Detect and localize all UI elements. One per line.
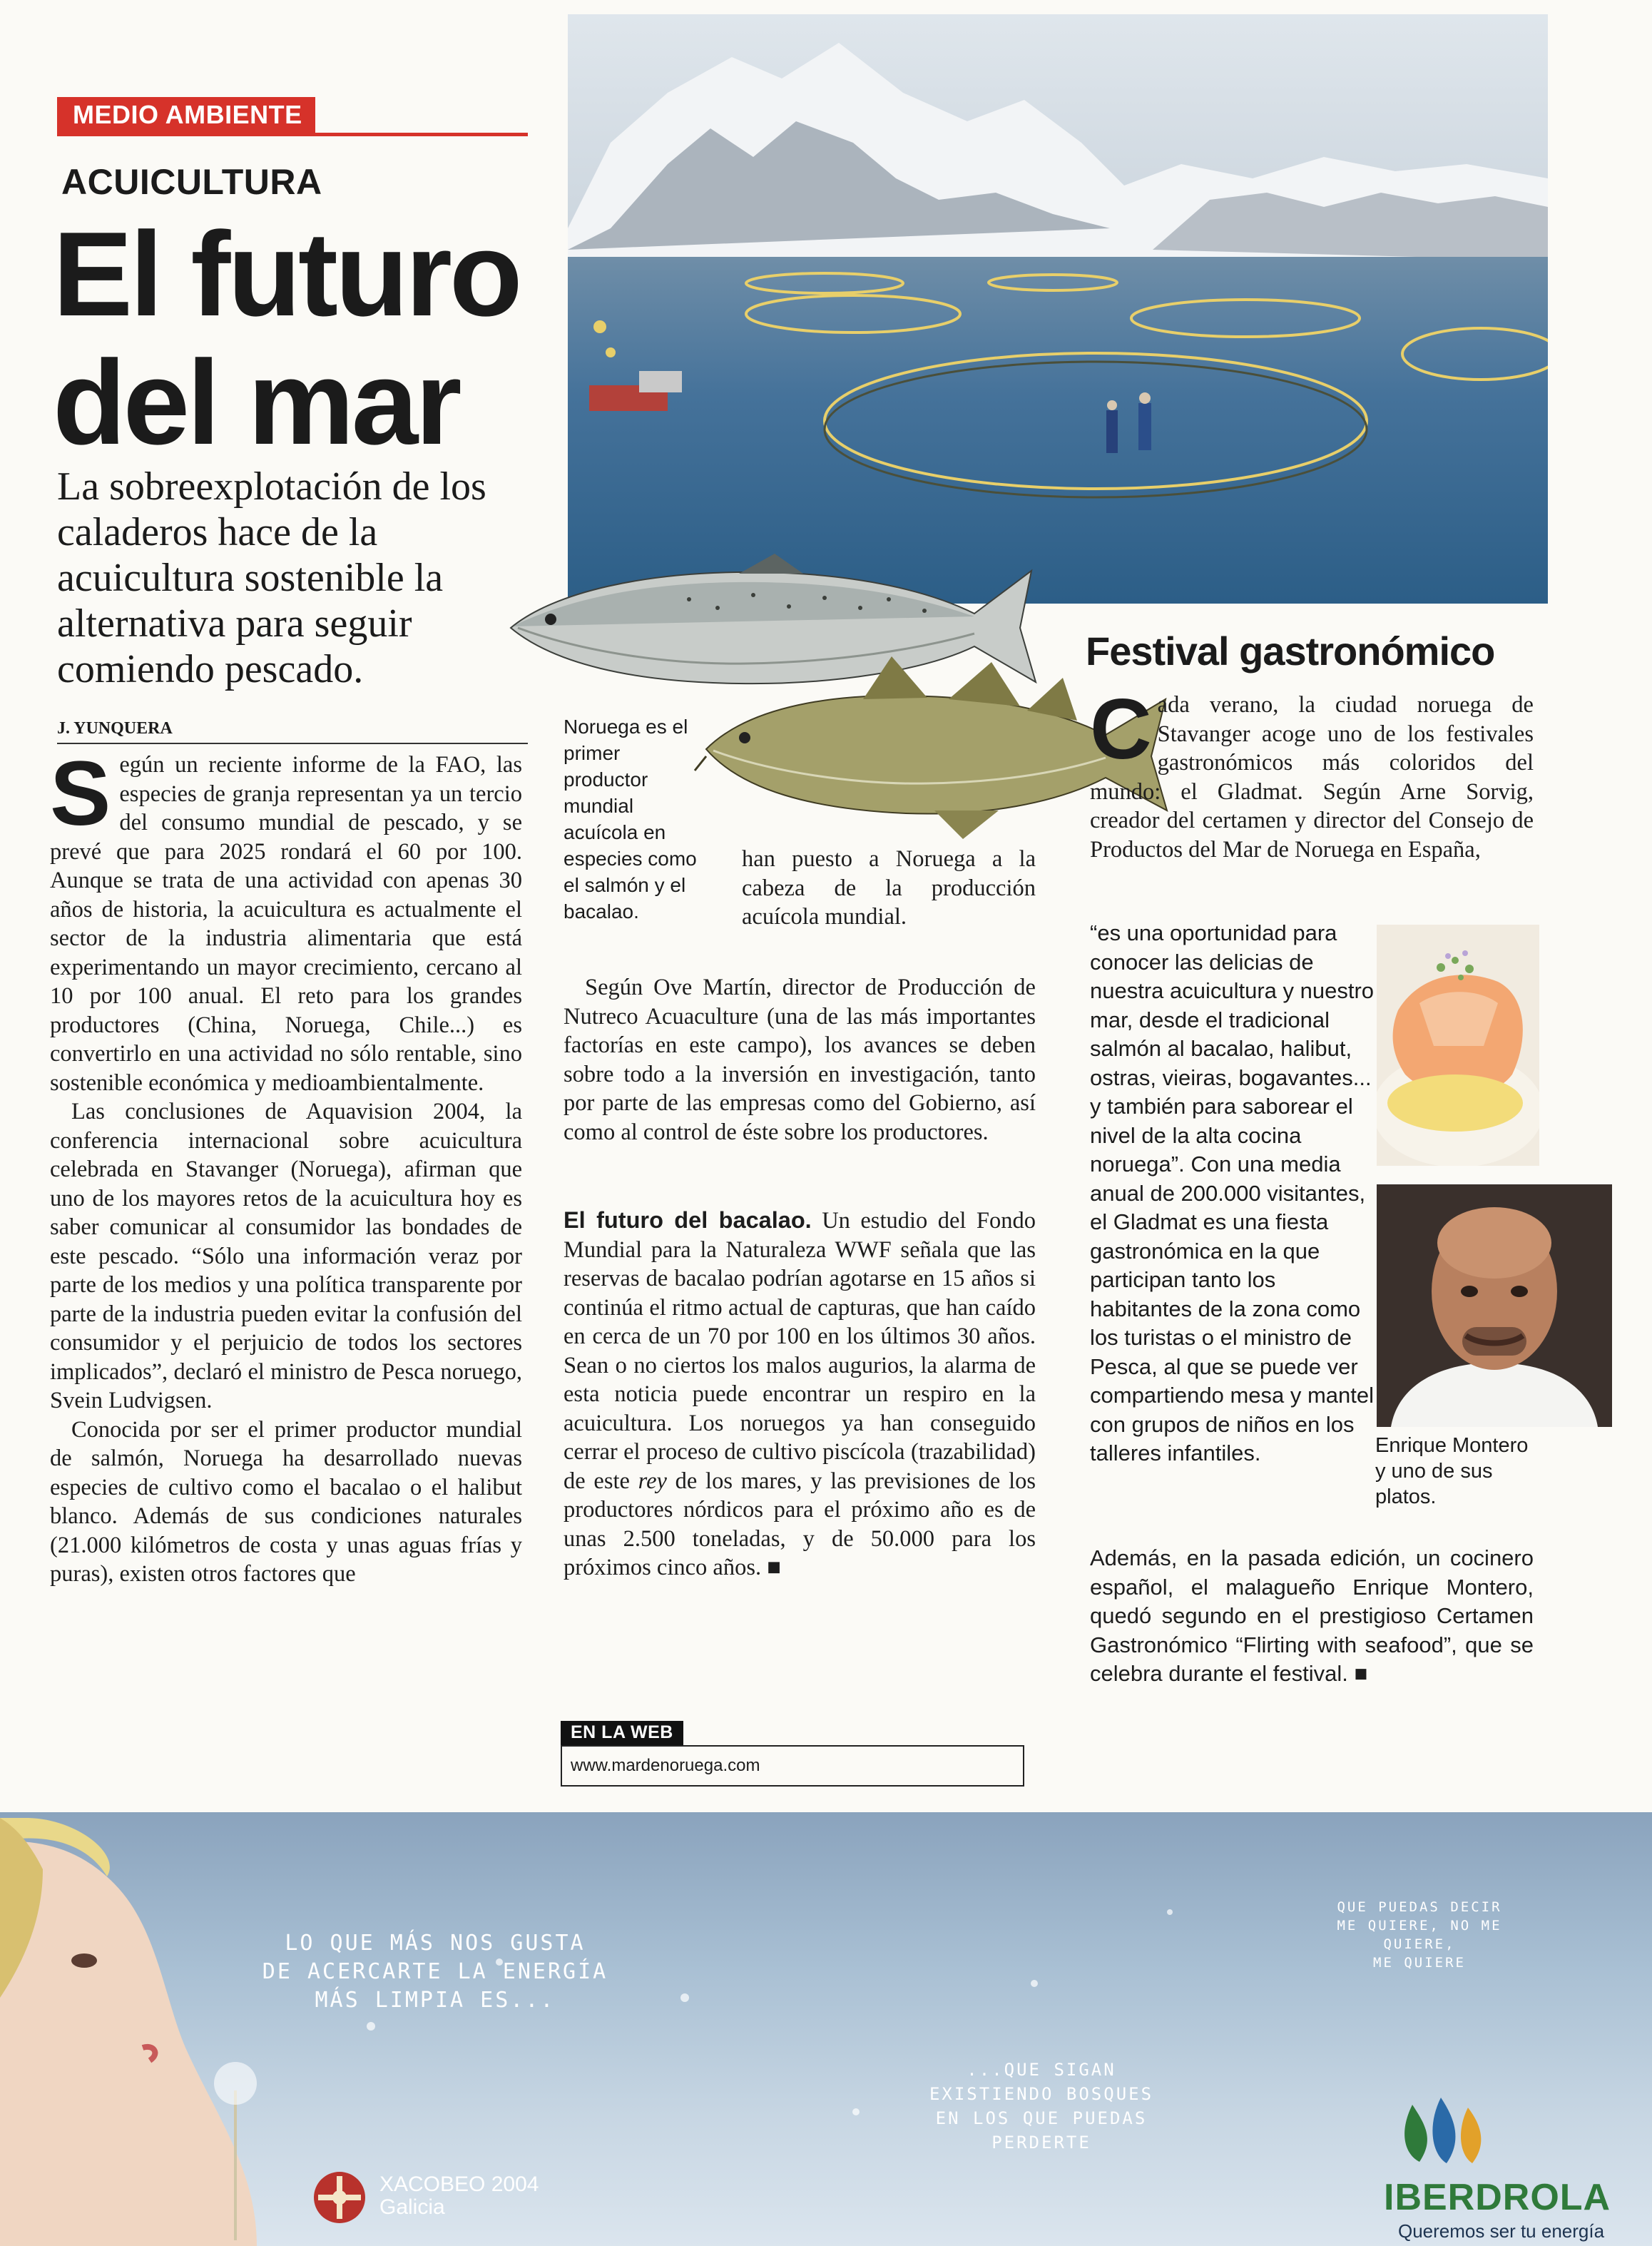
xacobeo-title: XACOBEO 2004: [379, 2173, 539, 2196]
paragraph: egún un reciente informe de la FAO, las especies de granja representan ya un tercio del consumo mundial de pescado, y se prevé que para 2025 rondará el 60 por 100. Aunque se trata de una actividad con apenas 30 años de historia, la acuicultura es actualmente el sector de la industria alimentaria que está experimentando un mayor crecimiento, cercano al 10 por 100 anual. El reto para los grandes productores (China, Noruega, Chile...) es convertirlo en una actividad no sólo rentable, sino sostenible económica y medioambientalmente.: [50, 752, 522, 1096]
article-column-1: [50, 743, 522, 1589]
ad-line: EN LOS QUE PUEDAS: [935, 2108, 1148, 2128]
subhead: El futuro del bacalao.: [564, 1207, 812, 1233]
byline: J. YUNQUERA: [57, 719, 528, 744]
ad-line: QUE PUEDAS DECIR: [1337, 1899, 1502, 1915]
ad-line: PERDERTE: [991, 2133, 1091, 2153]
ad-text-right: [1298, 1898, 1541, 1972]
xacobeo-cross-icon: [311, 2169, 368, 2226]
chef-photo: [1377, 1184, 1612, 1427]
fish-farm-illustration: [568, 14, 1548, 604]
ad-text-center: [913, 2058, 1170, 2155]
paragraph: Las conclusiones de Aquavision 2004, la conferencia internacional sobre acuicultura celebrada en Stavanger (Noruega), afirman que uno de los mayores retos de la acuicultura hoy es saber comunicar al consumidor las bondades de este pescado. “Sólo una información veraz por parte de los medios y una política transparente por parte de la industria pueden evitar la confusión del consumidor y el perjuicio de todos los sectores implicados”, declaró el ministro de Pesca noruego, Svein Ludvigsen.: [50, 1099, 522, 1413]
ad-line: EXISTIENDO BOSQUES: [929, 2084, 1154, 2104]
article-column-2-bacalao: [564, 1206, 1036, 1582]
deck: La sobreexplotación de los caladeros hace de la acuicultura sostenible la alternativa para seguir comiendo pescado.: [57, 464, 486, 691]
paragraph: “es una oportunidad para conocer las delicias de nuestra acuicultura y nuestro mar, desde el tradicional salmón al bacalao, halibut, ostras, vieiras, bogavantes... y también para saborear el nivel de la alta cocina noruega”. Con una media anual de 200.000 visitantes, el Gladmat es una fiesta gastronómica en la que participan tanto los habitantes de la zona como los turistas o el ministro de Pesca, al que se puede ver compartiendo mesa y mantel con grupos de niños en los talleres infantiles.: [1090, 920, 1375, 1465]
paragraph: Conocida por ser el primer productor mundial de salmón, Noruega ha desarrollado nuevas especies de cultivo como el bacalao o el halibut blanco. Además de sus condiciones naturales (21.000 kilómetros de costa y unas aguas frías y puras), existen otros factores que: [50, 1416, 522, 1587]
dish-photo: [1377, 925, 1539, 1166]
festival-text-top: [1090, 681, 1534, 864]
ad-line: DE ACERCARTE LA ENERGÍA: [262, 1959, 608, 1984]
headline-line-2: del mar: [53, 335, 459, 469]
iberdrola-logo: [1384, 2098, 1626, 2246]
kicker: ACUICULTURA: [61, 162, 322, 202]
ad-line: ME QUIERE: [1373, 1955, 1466, 1971]
fish-farm-photo: [568, 14, 1548, 604]
paragraph: ada verano, la ciudad noruega de Stavanger acoge uno de los festivales gastronómicos más coloridos del mundo: el Gladmat. Según Arne Sorvig, creador del certamen y director del Consejo de Productos del Mar de Noruega en España,: [1090, 692, 1534, 863]
ad-line: MÁS LIMPIA ES...: [315, 1988, 556, 2013]
web-link[interactable]: www.mardenoruega.com: [561, 1745, 1024, 1787]
article-column-2: [564, 973, 1036, 1147]
iberdrola-drops-icon: [1391, 2098, 1491, 2169]
web-box: [561, 1721, 1024, 1788]
web-label: EN LA WEB: [561, 1721, 683, 1745]
paragraph: Además, en la pasada edición, un cocinero español, el malagueño Enrique Montero, quedó segundo en el prestigioso Certamen Gastronómico “Flirting with seafood”, que se celebra durante el festival. ■: [1090, 1545, 1534, 1686]
festival-text-bottom: [1090, 1544, 1534, 1689]
drop-cap: S: [50, 743, 111, 845]
iberdrola-advertisement: [0, 1812, 1652, 2246]
xacobeo-subtitle: Galicia: [379, 2195, 445, 2219]
paragraph-text: Un estudio del Fondo Mundial para la Naturaleza WWF señala que las reservas de bacalao podrían agotarse en 15 años si continúa el ritmo actual de capturas, que han caído en cerca de un 70 por 100 en los últimos 30 años. Sean o no ciertos los malos augurios, la alarma de esta noticia puede encontrar un respiro en la acuicultura. Los noruegos ya han conseguido cerrar el proceso de cultivo piscícola (trazabilidad) de este: [564, 1208, 1036, 1494]
section-label: MEDIO AMBIENTE: [57, 97, 315, 134]
festival-title: Festival gastronómico: [1086, 629, 1495, 674]
drop-cap: C: [1090, 681, 1152, 777]
paragraph: han puesto a Noruega a la cabeza de la producción acuícola mundial.: [742, 846, 1036, 930]
festival-text-middle: [1090, 919, 1375, 1468]
paragraph-text: de los mares, y las previsiones de los productores nórdicos para el próximo año es de unas 2.500 toneladas, y de 50.000 para los próximos cinco años. ■: [564, 1468, 1036, 1580]
xacobeo-logo: [311, 2169, 568, 2226]
ad-line: LO QUE MÁS NOS GUSTA: [285, 1931, 586, 1956]
ad-line: ...QUE SIGAN: [967, 2060, 1116, 2080]
photo-caption: Noruega es el primer productor mundial acuícola en especies como el salmón y el bacalao.: [564, 716, 697, 923]
ad-text-left: [235, 1929, 635, 2015]
photo-caption: Enrique Montero y uno de sus platos.: [1375, 1434, 1529, 1508]
paragraph: Según Ove Martín, director de Producción de Nutreco Acuaculture (una de las más importantes factorías en este campo), los avances se deben sobre todo a la inversión en investigación, tanto por parte de las empresas como del Gobierno, así como al control de éste sobre los productores.: [564, 975, 1036, 1145]
section-tag: [57, 97, 528, 136]
emphasis: rey: [638, 1468, 667, 1494]
brand-name: IBERDROLA: [1384, 2177, 1611, 2218]
brand-slogan: Queremos ser tu energía: [1398, 2220, 1605, 2242]
ad-line: ME QUIERE, NO ME QUIERE,: [1337, 1918, 1502, 1952]
article-column-2-top: [742, 845, 1036, 932]
headline-line-1: El futuro: [53, 207, 520, 341]
